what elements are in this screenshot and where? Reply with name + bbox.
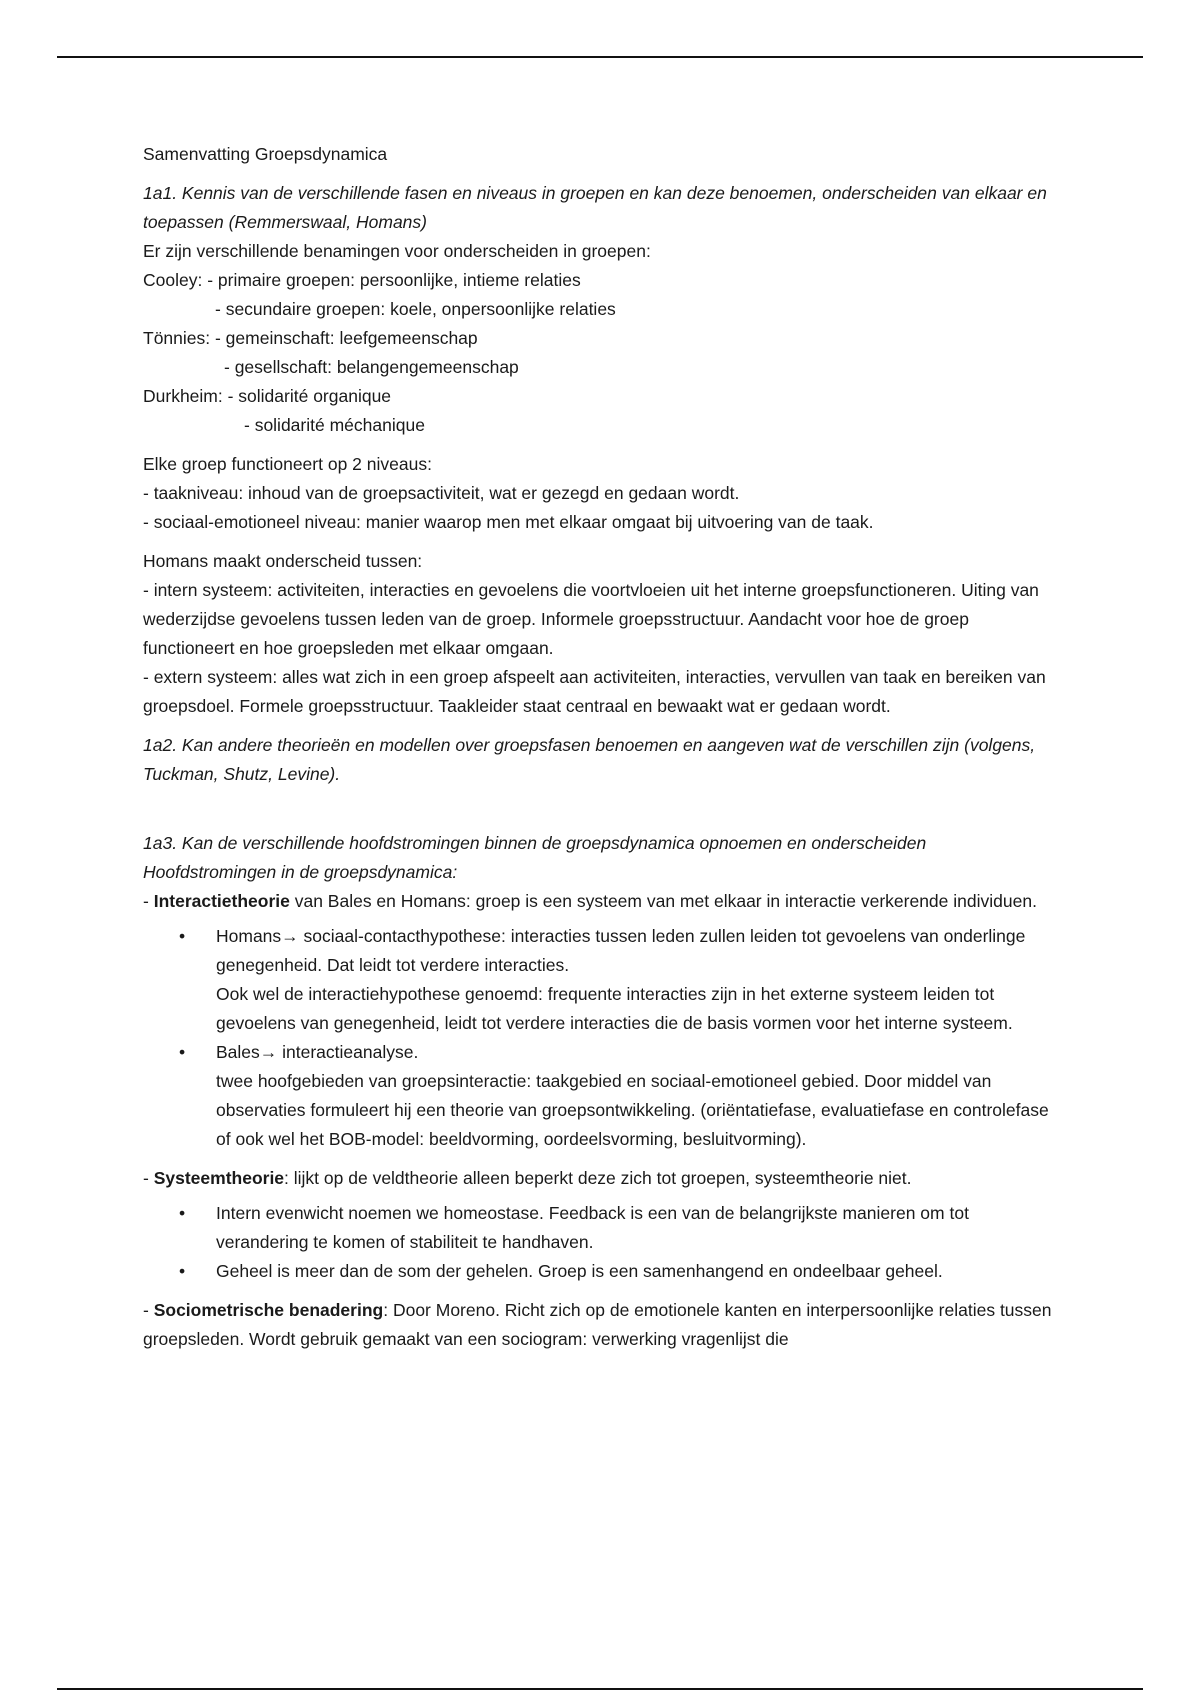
bullet-list [143,922,1063,1154]
bullet-text: twee hoofgebieden van groepsinteractie: taakgebied en sociaal-emotioneel gebied. Door middel van observaties formuleert hij een theorie van groepsontwikkeling. (oriëntatiefase, evaluatiefase en controlefase of ook wel het BOB-model: beeldvorming, oordeelsvorming, besluitvorming). [216,1071,1049,1149]
list-item: - sociaal-emotioneel niveau: manier waarop men met elkaar omgaat bij uitvoering van de taak. [143,512,874,532]
document-body [143,140,1063,1354]
footer-rule [57,1688,1143,1690]
bullet-item [143,922,1063,1038]
paragraph-text: Elke groep functioneert op 2 niveaus: [143,454,432,474]
learning-goal-1a1: 1a1. Kennis van de verschillende fasen en niveaus in groepen en kan deze benoemen, onderscheiden van elkaar en toepassen (Remmerswaal, Homans) [143,183,1047,232]
paragraph-text [143,887,1063,916]
paragraph-text: Er zijn verschillende benamingen voor onderscheiden in groepen: [143,241,651,261]
paragraph-text [143,1296,1063,1354]
document-title: Samenvatting Groepsdynamica [143,144,388,164]
bullet-text: • Intern evenwicht noemen we homeostase. Feedback is een van de belangrijkste manieren om tot verandering te komen of stabiliteit te handhaven. [216,1203,969,1252]
definition-text: van Bales en Homans: groep is een systeem van met elkaar in interactie verkerende individuen. [289,891,1037,911]
bullet-list [143,1199,1063,1286]
header-rule [57,56,1143,58]
section-1a3 [143,829,1063,1354]
dash: - [143,891,154,911]
paragraph-text: - intern systeem: activiteiten, interacties en gevoelens die voortvloeien uit het interne groepsfunctioneren. Uiting van wederzijdse gevoelens tussen leden van de groep. Informele groepsstructuur. Aandacht voor hoe de groep functioneert en hoe groepsleden met elkaar omgaan. [143,580,1039,658]
paragraph-text: - extern systeem: alles wat zich in een groep afspeelt aan activiteiten, interacties, vervullen van taak en bereiken van groepsdoel. Formele groepsstructuur. Taakleider staat centraal en bewaakt wat er gedaan wordt. [143,667,1046,716]
list-item: - gesellschaft: belangengemeenschap [224,357,519,377]
definition-text: : lijkt op de veldtheorie alleen beperkt deze zich tot groepen, systeemtheorie niet. [284,1168,912,1188]
list-item: - secundaire groepen: koele, onpersoonlijke relaties [215,299,616,319]
dash: - [143,1168,154,1188]
bullet-item [143,1199,1063,1257]
term-interactietheorie: Interactietheorie [153,891,290,911]
bullet-text: • Homans→ sociaal-contacthypothese: interacties tussen leden zullen leiden tot gevoelens van onderlinge genegenheid. Dat leidt tot verdere interacties. [216,926,1026,975]
paragraph-text [143,1164,1063,1193]
bullet-text: • Geheel is meer dan de som der gehelen. Groep is een samenhangend en ondeelbaar geheel. [216,1261,943,1281]
spacer [143,799,1063,829]
bullet-text: • Bales→ interactieanalyse. [216,1042,419,1062]
bullet-item [143,1257,1063,1286]
section-fasen-niveaus [143,179,1063,440]
list-item: Cooley: - primaire groepen: persoonlijke, intieme relaties [143,270,581,290]
dash: - [143,1300,154,1320]
list-item: - taakniveau: inhoud van de groepsactiviteit, wat er gezegd en gedaan wordt. [143,483,740,503]
subheading: Hoofdstromingen in de groepsdynamica: [143,862,458,882]
definition-text: : Door Moreno. Richt zich op de emotionele kanten en interpersoonlijke relaties tussen groepsleden. Wordt gebruik gemaakt van een sociogram: verwerking vragenlijst die [143,1300,1052,1349]
paragraph-text: Homans maakt onderscheid tussen: [143,551,423,571]
term-sociometrische-benadering: Sociometrische benadering [153,1300,384,1320]
section-niveaus [143,450,1063,537]
learning-goal-1a2: 1a2. Kan andere theorieën en modellen over groepsfasen benoemen en aangeven wat de verschillen zijn (volgens, Tuckman, Shutz, Levine). [143,735,1036,784]
section-homans [143,547,1063,721]
bullet-text: Ook wel de interactiehypothese genoemd: frequente interacties zijn in het externe systeem leiden tot gevoelens van genegenheid, leidt tot verdere interacties die de basis vormen voor het interne systeem. [216,984,1013,1033]
list-item: - solidarité méchanique [244,415,425,435]
list-item: Durkheim: - solidarité organique [143,386,392,406]
section-1a2 [143,731,1063,789]
bullet-item [143,1038,1063,1154]
term-systeemtheorie: Systeemtheorie [153,1168,285,1188]
list-item: Tönnies: - gemeinschaft: leefgemeenschap [143,328,478,348]
learning-goal-1a3: 1a3. Kan de verschillende hoofdstromingen binnen de groepsdynamica opnoemen en onderscheiden [143,833,927,853]
